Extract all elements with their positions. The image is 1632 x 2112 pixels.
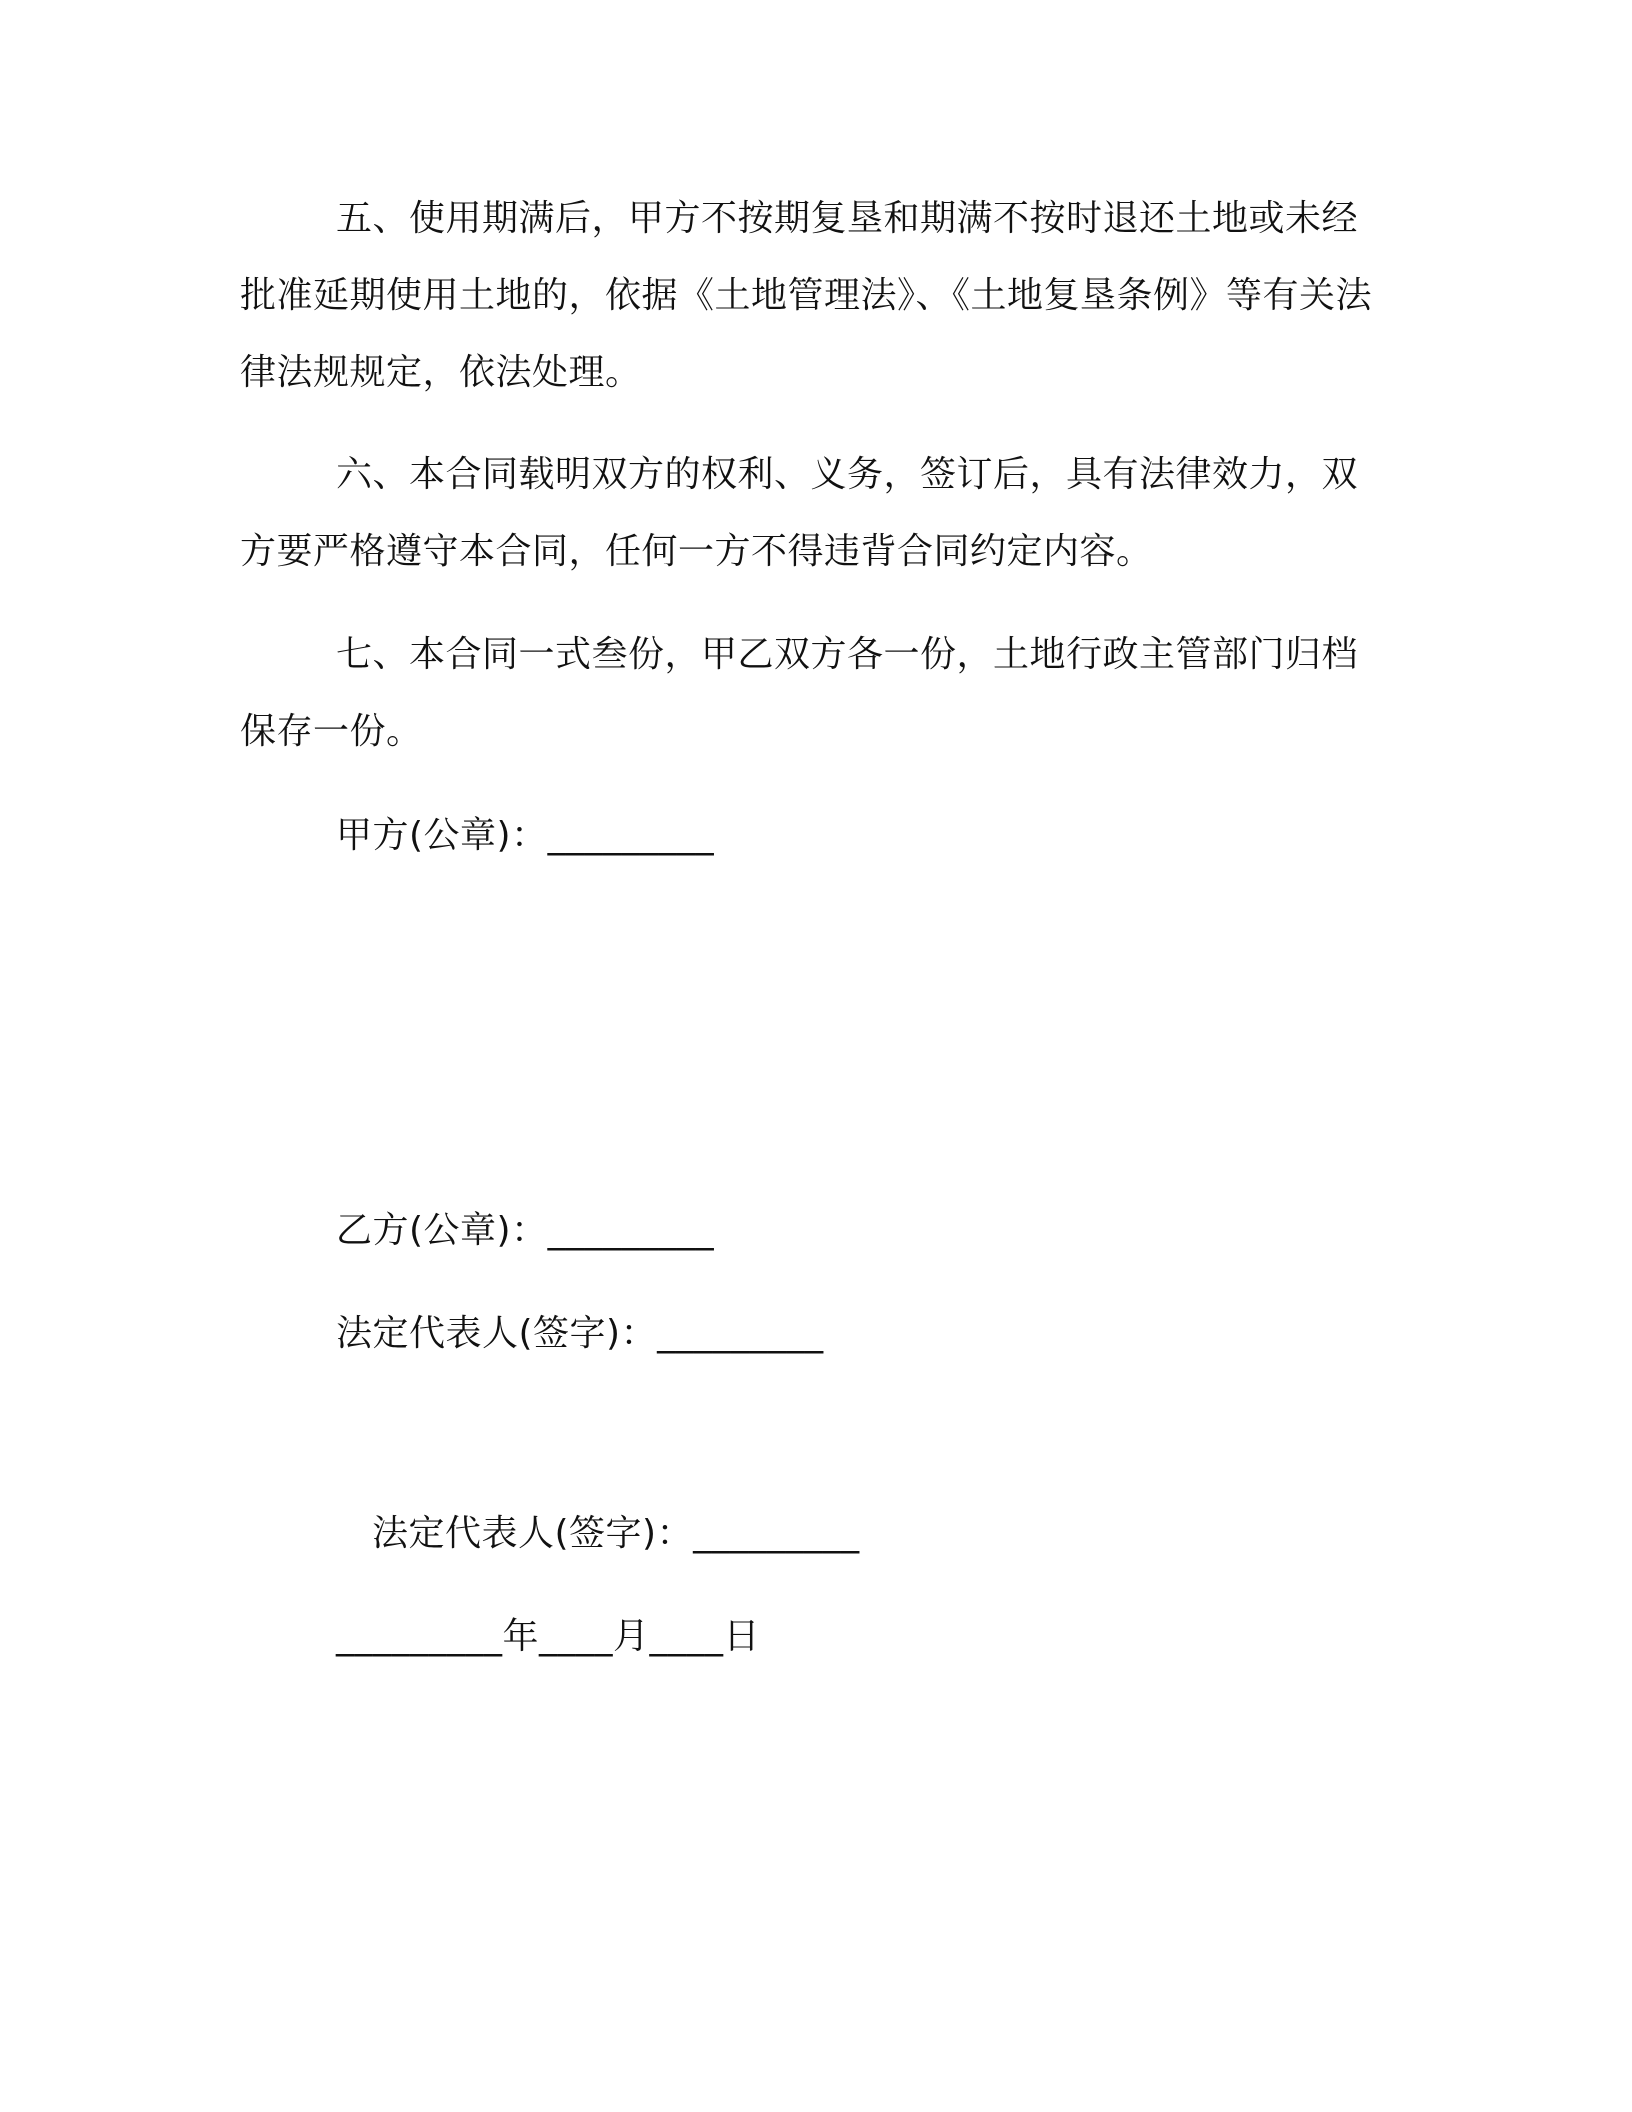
clause-five: 五、使用期满后，甲方不按期复垦和期满不按时退还土地或未经批准延期使用土地的，依据《土地管理法》、《土地复垦条例》等有关法律法规规定，依法处理。 xyxy=(240,198,1373,393)
signing-date-line: _________年____月____日 xyxy=(336,1616,760,1657)
clause-seven: 七、本合同一式叁份，甲乙双方各一份，土地行政主管部门归档保存一份。 xyxy=(240,634,1359,752)
party-a-seal-line: 甲方(公章)：_________ xyxy=(336,815,715,856)
legal-representative-signature-line-2: 法定代表人(签字)：_________ xyxy=(372,1513,860,1554)
clause-six: 六、本合同载明双方的权利、义务，签订后，具有法律效力，双方要严格遵守本合同，任何一方不得违背合同约定内容。 xyxy=(240,454,1359,572)
party-b-seal-line: 乙方(公章)：_________ xyxy=(336,1210,715,1251)
legal-representative-signature-line-1: 法定代表人(签字)：_________ xyxy=(336,1313,824,1354)
